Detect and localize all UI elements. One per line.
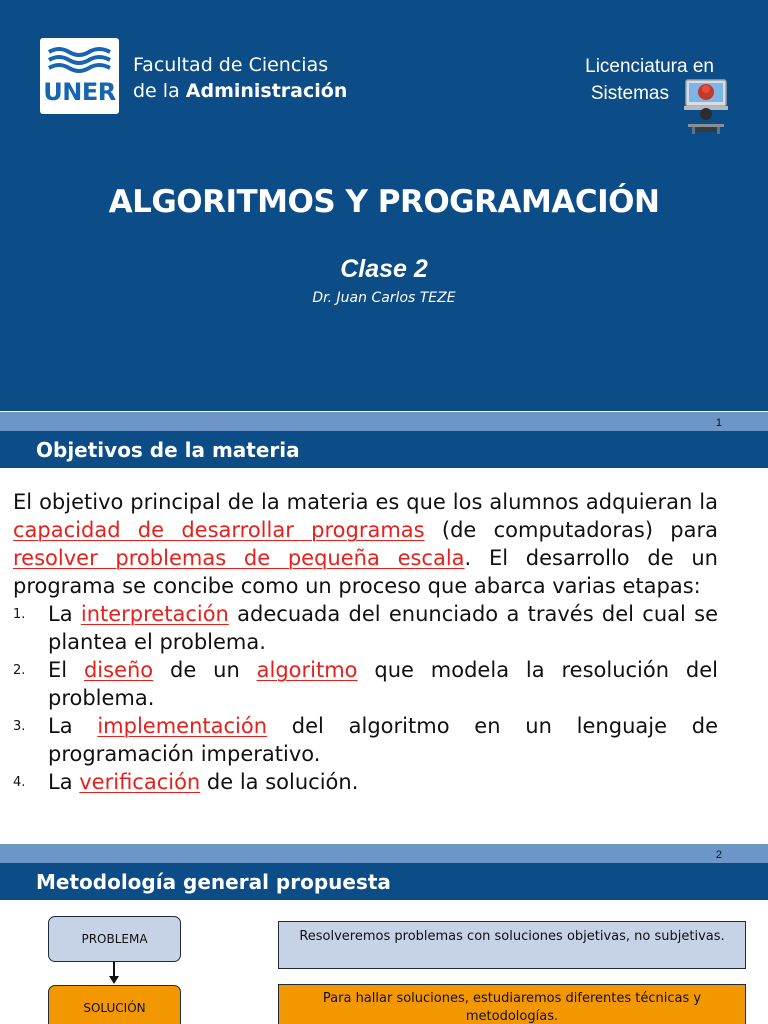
item-text: La	[48, 602, 81, 626]
intro-text-3: . El desarrollo de un programa se concibe como un proceso que abarca varias etapas:	[13, 546, 718, 598]
slide-number: 1	[715, 417, 722, 429]
note-objective-solutions: Resolveremos problemas con soluciones objetivas, no subjetivas.	[278, 921, 746, 969]
faculty-line-2	[133, 78, 347, 104]
list-number: 4.	[13, 775, 26, 790]
list-item	[13, 768, 718, 796]
slide-title: Objetivos de la materia	[36, 438, 300, 462]
item-text: La	[48, 770, 80, 794]
programmer-icon	[682, 78, 730, 134]
intro-text-1: El objetivo principal de la materia es que los alumnos adquieran la	[13, 490, 718, 514]
list-number: 1.	[13, 607, 26, 622]
solution-box: SOLUCIÓN	[48, 985, 181, 1024]
list-number: 2.	[13, 663, 26, 678]
stages-list	[13, 600, 718, 796]
list-item	[13, 712, 718, 768]
problem-box: PROBLEMA	[48, 916, 181, 962]
slide-header	[0, 431, 768, 468]
highlight-design: diseño	[83, 658, 154, 682]
list-number: 3.	[13, 719, 26, 734]
faculty-line-2-bold: Administración	[185, 80, 348, 102]
item-text: adecuada del enunciado a través del cual se plantea el problema.	[48, 602, 719, 654]
author-name: Dr. Juan Carlos TEZE	[312, 290, 456, 306]
item-text: La	[48, 714, 98, 738]
degree-line-2: Sistemas	[590, 83, 669, 104]
slide-title: Metodología general propuesta	[36, 870, 391, 894]
title-slide	[0, 0, 768, 411]
slide-number-strip	[0, 411, 768, 431]
item-text: de la solución.	[200, 770, 359, 794]
degree-line-1: Licenciatura en	[585, 56, 714, 77]
list-item	[13, 600, 718, 656]
highlight-implementation: implementación	[97, 714, 268, 738]
item-text: que modela la resolución del problema.	[48, 658, 718, 710]
logo-text: UNER	[43, 78, 116, 106]
list-item	[13, 656, 718, 712]
intro-text-2: (de computadoras) para	[424, 518, 718, 542]
slide-number: 2	[715, 849, 722, 861]
faculty-line-2-prefix: de la	[133, 80, 180, 102]
faculty-line-1: Facultad de Ciencias	[133, 54, 329, 76]
item-text: de un	[153, 658, 257, 682]
slide-header	[0, 863, 768, 900]
arrow-down-icon	[109, 976, 119, 984]
note-techniques: Para hallar soluciones, estudiaremos diferentes técnicas y metodologías.	[278, 984, 746, 1024]
course-title: ALGORITMOS Y PROGRAMACIÓN	[108, 184, 660, 220]
item-text: El	[48, 658, 84, 682]
uner-logo	[40, 38, 119, 114]
item-text: del algoritmo en un lenguaje de programación imperativo.	[48, 714, 719, 766]
highlight-capacity: capacidad de desarrollar programas	[13, 518, 425, 542]
slide-number-strip	[0, 843, 768, 863]
highlight-verification: verificación	[79, 770, 201, 794]
highlight-algorithm: algoritmo	[256, 658, 358, 682]
waves-icon	[47, 46, 112, 74]
highlight-solve: resolver problemas de pequeña escala	[13, 546, 465, 570]
class-title: Clase 2	[340, 255, 428, 283]
highlight-interpretation: interpretación	[80, 602, 229, 626]
faculty-name	[133, 52, 347, 104]
objectives-content	[13, 488, 718, 796]
intro-paragraph	[13, 488, 718, 600]
